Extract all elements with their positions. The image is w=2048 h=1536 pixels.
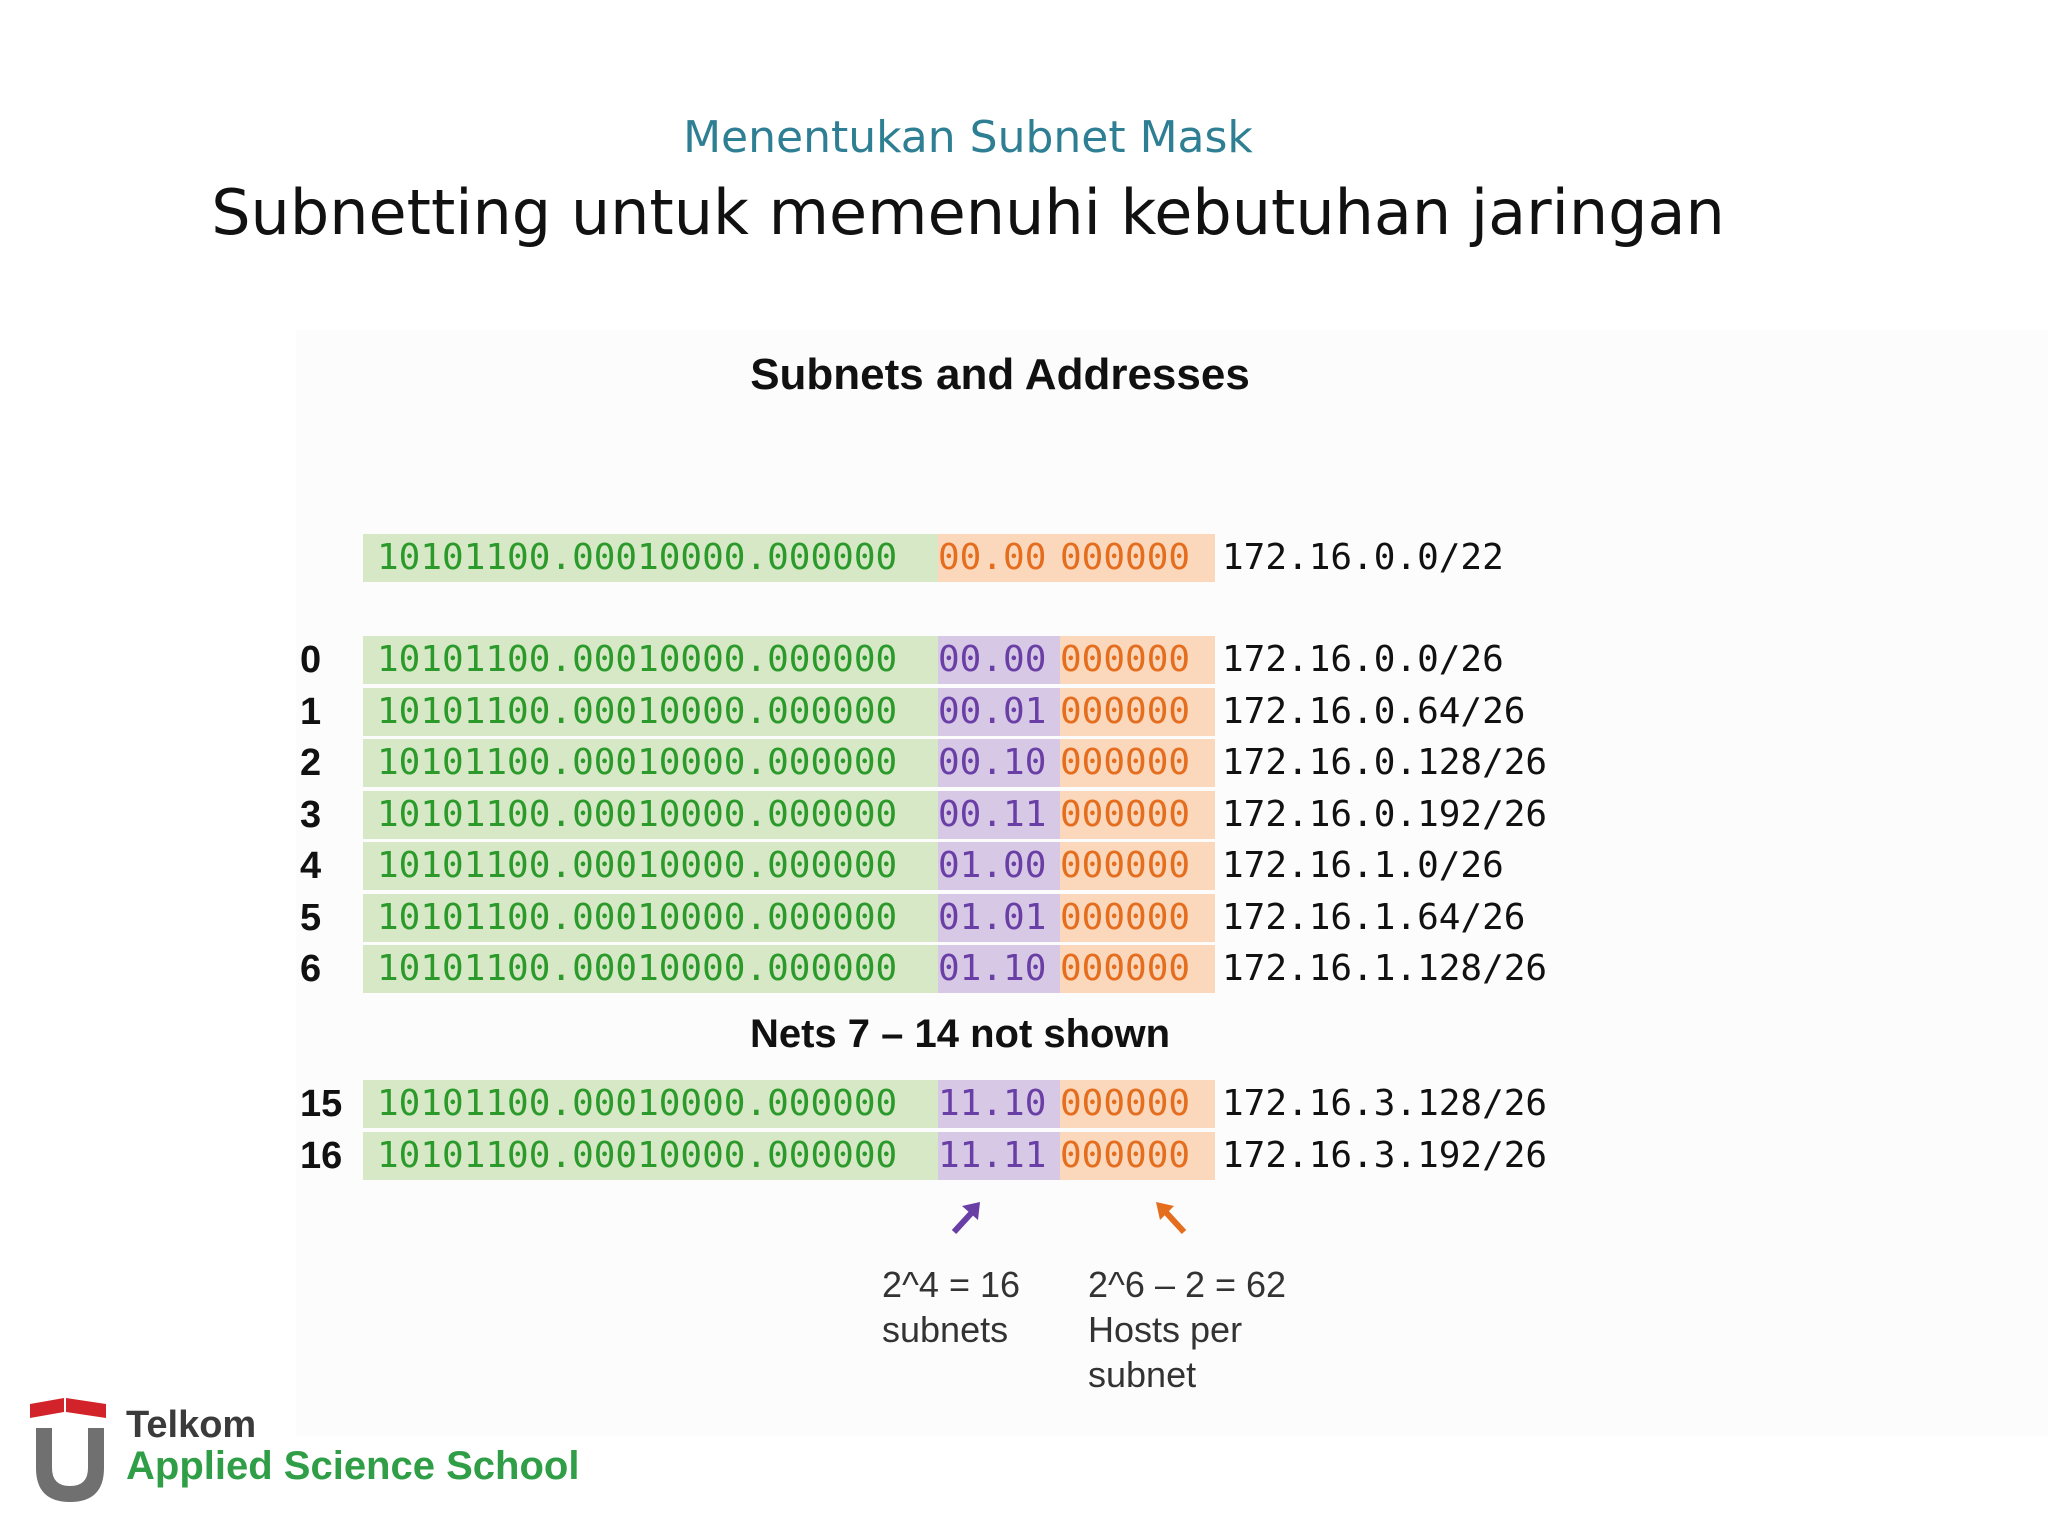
host-bits: 000000: [1060, 1080, 1215, 1128]
host-bits: 000000: [1060, 945, 1215, 993]
subnet-bits: 11.10: [938, 1080, 1060, 1128]
subnet-bits: 11.11: [938, 1132, 1060, 1180]
binary-address: [363, 534, 1215, 582]
subnet-index: 1: [300, 690, 322, 733]
subnet-bits: 00.00: [938, 636, 1060, 684]
network-bits: 10101100.00010000.000000: [363, 1132, 938, 1180]
subnet-address: 172.16.3.192/26: [1222, 1134, 1548, 1176]
host-bits: 000000: [1060, 688, 1215, 736]
subnet-count-caption: 2^4 = 16 subnets: [882, 1264, 1021, 1350]
subnet-address: 172.16.0.64/26: [1222, 690, 1526, 732]
subnet-address: 172.16.0.0/26: [1222, 639, 1504, 680]
network-bits: 10101100.00010000.000000: [363, 534, 938, 582]
slide-title: Subnetting untuk memenuhi kebutuhan jaringan: [211, 176, 1725, 249]
subnet-index: 16: [300, 1134, 343, 1177]
subnet-index: 6: [300, 948, 322, 990]
omitted-nets-note: Nets 7 – 14 not shown: [749, 1012, 1171, 1056]
binary-address: [363, 791, 1215, 839]
network-bits: 10101100.00010000.000000: [363, 945, 938, 993]
binary-address: [363, 1132, 1215, 1180]
host-bits: 000000: [1060, 739, 1215, 787]
subnet-address: 172.16.3.128/26: [1222, 1083, 1548, 1124]
subnet-bits: 00.10: [938, 739, 1060, 787]
network-bits: 10101100.00010000.000000: [363, 688, 938, 736]
subnet-bits: 01.10: [938, 945, 1060, 993]
telkom-logo-icon: [30, 1398, 110, 1506]
subnet-bits: 00.01: [938, 688, 1060, 736]
slide-subtitle: Menentukan Subnet Mask: [683, 112, 1253, 163]
subnet-index: 3: [300, 793, 322, 836]
figure-title: Subnets and Addresses: [750, 350, 1250, 399]
subnet-bits: 00.00: [938, 534, 1060, 582]
subnet-bits: 00.11: [938, 791, 1060, 839]
network-address: 172.16.0.0/22: [1222, 537, 1504, 578]
host-count-caption: 2^6 – 2 = 62 Hosts per subnet: [1088, 1264, 1287, 1395]
logo-school-name: Applied Science School: [126, 1444, 580, 1488]
subnet-index: 5: [300, 896, 322, 939]
subnet-address: 172.16.1.64/26: [1222, 896, 1526, 938]
subnet-index: 15: [300, 1083, 343, 1125]
binary-address: [363, 739, 1215, 787]
host-bits: 000000: [1060, 1132, 1215, 1180]
subnet-arrow-icon: [946, 1198, 986, 1238]
subnet-bits: 01.01: [938, 894, 1060, 942]
host-arrow-icon: [1152, 1198, 1192, 1238]
host-bits: 000000: [1060, 636, 1215, 684]
subnet-index: 2: [300, 742, 322, 784]
binary-address: [363, 688, 1215, 736]
network-bits: 10101100.00010000.000000: [363, 636, 938, 684]
subnet-bits: 01.00: [938, 842, 1060, 890]
network-bits: 10101100.00010000.000000: [363, 842, 938, 890]
network-bits: 10101100.00010000.000000: [363, 894, 938, 942]
host-bits: 000000: [1060, 842, 1215, 890]
binary-address: [363, 945, 1215, 993]
subnet-address: 172.16.0.128/26: [1222, 742, 1548, 783]
network-bits: 10101100.00010000.000000: [363, 791, 938, 839]
host-bits: 000000: [1060, 534, 1215, 582]
subnet-address: 172.16.0.192/26: [1222, 793, 1548, 835]
binary-address: [363, 1080, 1215, 1128]
subnet-index: 0: [300, 639, 322, 681]
network-bits: 10101100.00010000.000000: [363, 1080, 938, 1128]
binary-address: [363, 636, 1215, 684]
host-bits: 000000: [1060, 894, 1215, 942]
host-bits: 000000: [1060, 791, 1215, 839]
network-bits: 10101100.00010000.000000: [363, 739, 938, 787]
logo-brand-name: Telkom: [126, 1404, 257, 1446]
subnet-index: 4: [300, 845, 322, 887]
binary-address: [363, 842, 1215, 890]
subnet-address: 172.16.1.128/26: [1222, 948, 1548, 989]
subnet-address: 172.16.1.0/26: [1222, 845, 1504, 886]
binary-address: [363, 894, 1215, 942]
